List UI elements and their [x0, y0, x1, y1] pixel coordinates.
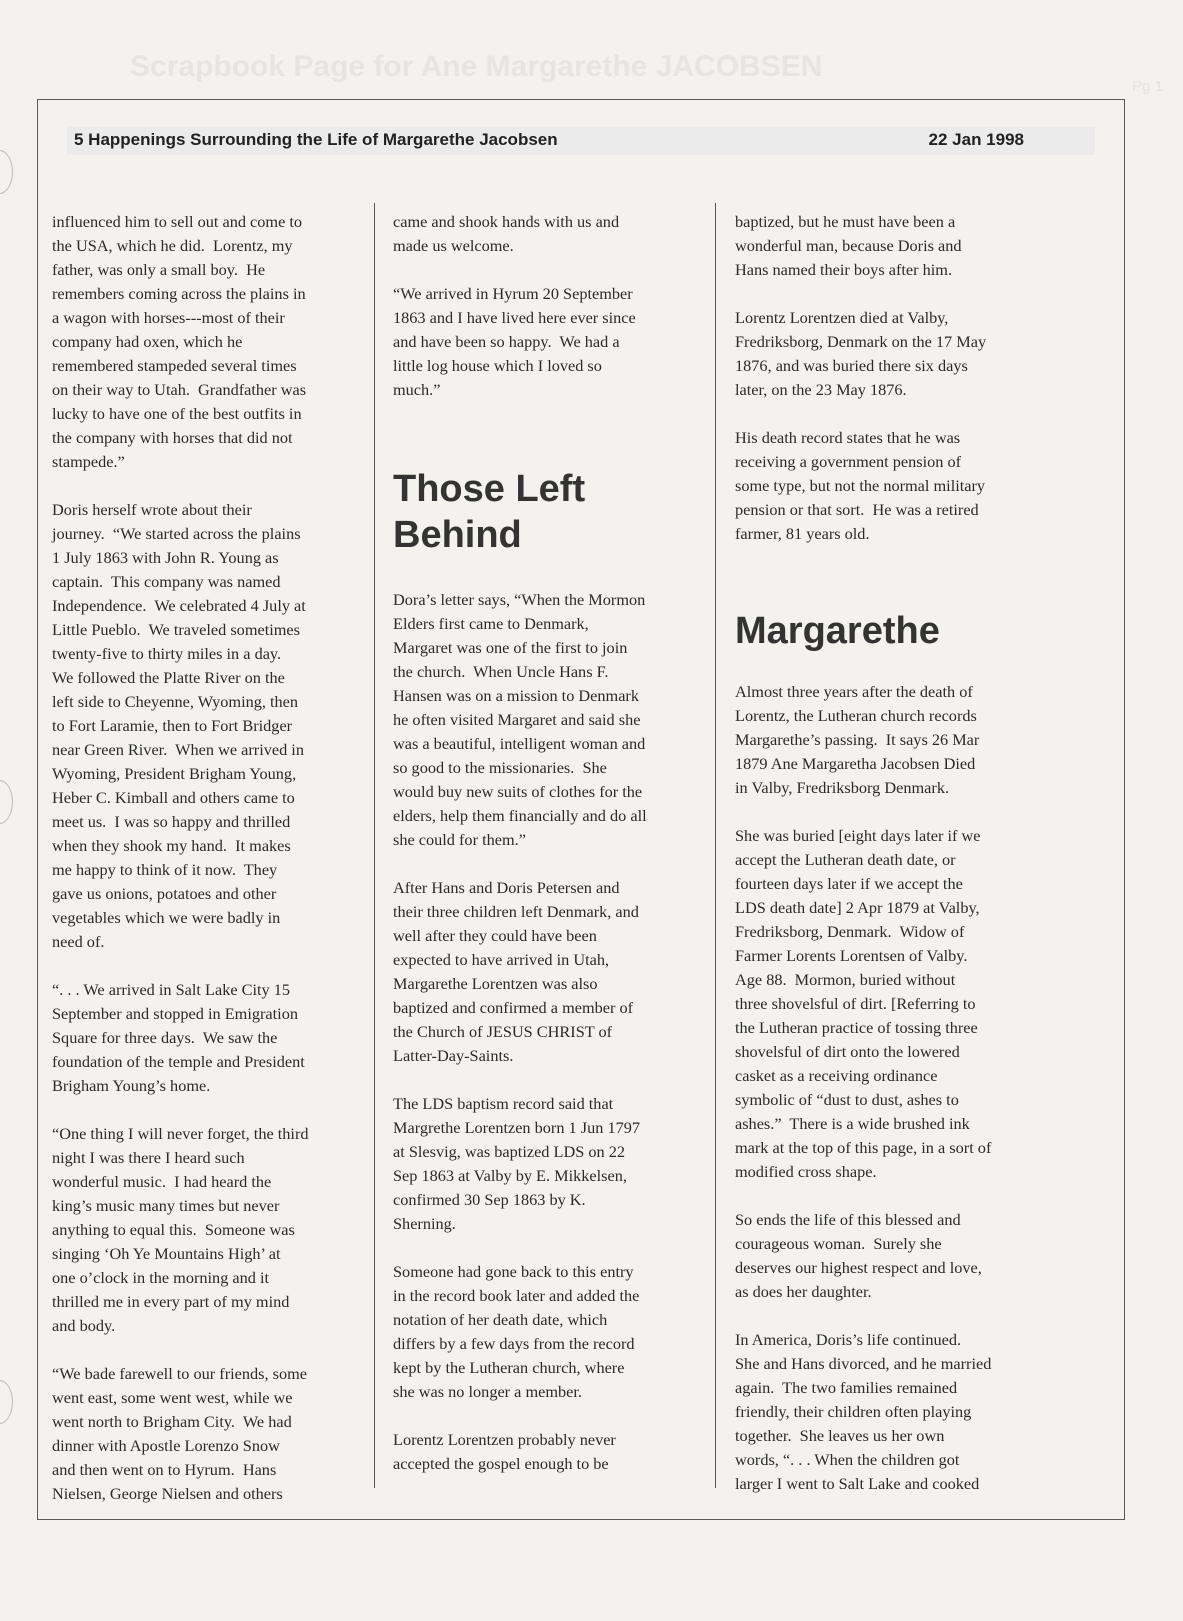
column-divider [715, 203, 716, 1488]
text-line: His death record states that he was [735, 428, 961, 447]
text-line: anything to equal this. Someone was [52, 1220, 295, 1239]
text-line: accepted the gospel enough to be [393, 1454, 609, 1473]
text-line: differs by a few days from the record [393, 1334, 635, 1353]
paragraph [393, 210, 693, 258]
paragraph [735, 1328, 1035, 1496]
text-line: 1879 Ane Margaretha Jacobsen Died [735, 754, 976, 773]
text-line: She was buried [eight days later if we [735, 826, 981, 845]
text-line: Behind [393, 514, 522, 556]
text-line: We followed the Platte River on the [52, 668, 285, 687]
text-line: the USA, which he did. Lorentz, my [52, 236, 293, 255]
text-line: night I was there I heard such [52, 1148, 245, 1167]
column-1 [52, 210, 352, 1530]
text-line: Those Left [393, 468, 586, 510]
text-line: a wagon with horses---most of their [52, 308, 285, 327]
text-line: Fredriksborg, Denmark on the 17 May [735, 332, 987, 351]
text-line: Margaret was one of the first to join [393, 638, 628, 657]
paragraph [735, 210, 1035, 282]
text-line: Fredriksborg, Denmark. Widow of [735, 922, 965, 941]
text-line: baptized and confirmed a member of [393, 998, 634, 1017]
text-line: king’s music many times but never [52, 1196, 280, 1215]
text-line: and have been so happy. We had a [393, 332, 620, 351]
text-line: later, on the 23 May 1876. [735, 380, 907, 399]
text-line: courageous woman. Surely she [735, 1234, 942, 1253]
paragraph [52, 1362, 352, 1506]
text-line: Almost three years after the death of [735, 682, 973, 701]
text-line: Hansen was on a mission to Denmark [393, 686, 639, 705]
text-line: dinner with Apostle Lorenzo Snow [52, 1436, 280, 1455]
text-line: would buy new suits of clothes for the [393, 782, 643, 801]
text-line: expected to have arrived in Utah, [393, 950, 610, 969]
text-line: Margrethe Lorentzen born 1 Jun 1797 [393, 1118, 641, 1137]
paragraph [393, 282, 693, 402]
text-line: went north to Brigham City. We had [52, 1412, 292, 1431]
text-line: modified cross shape. [735, 1162, 877, 1181]
text-line: much.” [393, 380, 441, 399]
text-line: and then went on to Hyrum. Hans [52, 1460, 277, 1479]
text-line: Lorentz Lorentzen probably never [393, 1430, 616, 1449]
text-line: Nielsen, George Nielsen and others [52, 1484, 283, 1503]
text-line: me happy to think of it now. They [52, 860, 278, 879]
text-line: vegetables which we were badly in [52, 908, 281, 927]
text-line: came and shook hands with us and [393, 212, 620, 231]
text-line: confirmed 30 Sep 1863 by K. [393, 1190, 586, 1209]
section-heading-margarethe: Margarethe [735, 610, 940, 652]
text-line: “We arrived in Hyrum 20 September [393, 284, 633, 303]
paragraph [393, 1092, 693, 1236]
column-divider [374, 203, 375, 1488]
text-line: stampede.” [52, 452, 125, 471]
paragraph [393, 1428, 693, 1476]
text-line: on their way to Utah. Grandfather was [52, 380, 307, 399]
text-line: wonderful music. I had heard the [52, 1172, 272, 1191]
text-line: farmer, 81 years old. [735, 524, 870, 543]
text-line: three shovelsful of dirt. [Referring to [735, 994, 976, 1013]
text-line: made us welcome. [393, 236, 514, 255]
text-line: the Lutheran practice of tossing three [735, 1018, 978, 1037]
text-line: the church. When Uncle Hans F. [393, 662, 609, 681]
text-line: Heber C. Kimball and others came to [52, 788, 295, 807]
text-line: she could for them.” [393, 830, 526, 849]
text-line: She and Hans divorced, and he married [735, 1354, 992, 1373]
page-date: 22 Jan 1998 [928, 130, 1024, 149]
text-line: was a beautiful, intelligent woman and [393, 734, 646, 753]
text-line: Little Pueblo. We traveled sometimes [52, 620, 300, 639]
text-line: elders, help them financially and do all [393, 806, 647, 825]
text-line: influenced him to sell out and come to [52, 212, 303, 231]
text-line: twenty-five to thirty miles in a day. [52, 644, 282, 663]
text-line: father, was only a small boy. He [52, 260, 266, 279]
text-line: fourteen days later if we accept the [735, 874, 963, 893]
text-line: wonderful man, because Doris and [735, 236, 962, 255]
text-line: Dora’s letter says, “When the Mormon [393, 590, 646, 609]
text-line: their three children left Denmark, and [393, 902, 639, 921]
scrapbook-ghost-page-label: Pg 1 [1132, 78, 1163, 95]
text-line: Margarethe’s passing. It says 26 Mar [735, 730, 980, 749]
text-line: thrilled me in every part of my mind [52, 1292, 290, 1311]
text-line: receiving a government pension of [735, 452, 962, 471]
text-line: LDS death date] 2 Apr 1879 at Valby, [735, 898, 980, 917]
text-line: little log house which I loved so [393, 356, 602, 375]
text-line: she was no longer a member. [393, 1382, 582, 1401]
text-line: one o’clock in the morning and it [52, 1268, 270, 1287]
text-line: casket as a receiving ordinance [735, 1066, 938, 1085]
text-line: Farmer Lorents Lorentsen of Valby. [735, 946, 968, 965]
text-line: “. . . We arrived in Salt Lake City 15 [52, 980, 291, 999]
text-line: some type, but not the normal military [735, 476, 986, 495]
text-line: remembered stampeded several times [52, 356, 297, 375]
text-line: went east, some went west, while we [52, 1388, 293, 1407]
text-line: company had oxen, which he [52, 332, 243, 351]
text-line: words, “. . . When the children got [735, 1450, 960, 1469]
scrapbook-ghost-title: Scrapbook Page for Ane Margarethe JACOBSEN [130, 50, 823, 83]
text-line: gave us onions, potatoes and other [52, 884, 277, 903]
text-line: Margarethe Lorentzen was also [393, 974, 598, 993]
column-3 [735, 210, 1035, 1520]
text-line: 1 July 1863 with John R. Young as [52, 548, 279, 567]
text-line: Someone had gone back to this entry [393, 1262, 634, 1281]
text-line: baptized, but he must have been a [735, 212, 956, 231]
text-line: Sherning. [393, 1214, 456, 1233]
paragraph [735, 680, 1035, 800]
text-line: accept the Lutheran death date, or [735, 850, 956, 869]
binder-hole [0, 780, 13, 824]
column-2 [393, 210, 693, 1500]
page-title: 5 Happenings Surrounding the Life of Margarethe Jacobsen [74, 130, 558, 149]
text-line: kept by the Lutheran church, where [393, 1358, 625, 1377]
text-line: in Valby, Fredriksborg Denmark. [735, 778, 950, 797]
text-line: together. She leaves us her own [735, 1426, 945, 1445]
text-line: need of. [52, 932, 105, 951]
text-line: Independence. We celebrated 4 July at [52, 596, 306, 615]
text-line: to Fort Laramie, then to Fort Bridger [52, 716, 293, 735]
paragraph [735, 824, 1035, 1184]
text-line: ashes.” There is a wide brushed ink [735, 1114, 970, 1133]
paragraph [393, 1260, 693, 1404]
paragraph [52, 498, 352, 954]
paragraph [52, 210, 352, 474]
paragraph [52, 1122, 352, 1338]
paragraph [52, 978, 352, 1098]
text-line: The LDS baptism record said that [393, 1094, 614, 1113]
text-line: September and stopped in Emigration [52, 1004, 298, 1023]
text-line: deserves our highest respect and love, [735, 1258, 982, 1277]
text-line: captain. This company was named [52, 572, 281, 591]
text-line: friendly, their children often playing [735, 1402, 972, 1421]
text-line: “We bade farewell to our friends, some [52, 1364, 308, 1383]
text-line: journey. “We started across the plains [52, 524, 301, 543]
text-line: again. The two families remained [735, 1378, 958, 1397]
text-line: Latter-Day-Saints. [393, 1046, 514, 1065]
section-heading-those-left-behind [393, 466, 693, 558]
text-line: he often visited Margaret and said she [393, 710, 641, 729]
text-line: Hans named their boys after him. [735, 260, 953, 279]
paragraph [735, 426, 1035, 546]
binder-hole [0, 1380, 13, 1424]
text-line: shovelsful of dirt onto the lowered [735, 1042, 960, 1061]
text-line: foundation of the temple and President [52, 1052, 305, 1071]
text-line: In America, Doris’s life continued. [735, 1330, 962, 1349]
text-line: the Church of JESUS CHRIST of [393, 1022, 613, 1041]
text-line: and body. [52, 1316, 116, 1335]
text-line: So ends the life of this blessed and [735, 1210, 961, 1229]
text-line: symbolic of “dust to dust, ashes to [735, 1090, 959, 1109]
text-line: lucky to have one of the best outfits in [52, 404, 302, 423]
text-line: near Green River. When we arrived in [52, 740, 304, 759]
text-line: Brigham Young’s home. [52, 1076, 211, 1095]
text-line: Elders first came to Denmark, [393, 614, 589, 633]
text-line: Square for three days. We saw the [52, 1028, 278, 1047]
text-line: remembers coming across the plains in [52, 284, 306, 303]
text-line: 1876, and was buried there six days [735, 356, 968, 375]
paragraph [735, 306, 1035, 402]
text-line: Wyoming, President Brigham Young, [52, 764, 297, 783]
text-line: mark at the top of this page, in a sort of [735, 1138, 992, 1157]
text-line: Doris herself wrote about their [52, 500, 252, 519]
text-line: the company with horses that did not [52, 428, 293, 447]
text-line: Age 88. Mormon, buried without [735, 970, 956, 989]
text-line: meet us. I was so happy and thrilled [52, 812, 291, 831]
paragraph [393, 588, 693, 852]
text-line: at Slesvig, was baptized LDS on 22 [393, 1142, 625, 1161]
text-line: larger I went to Salt Lake and cooked [735, 1474, 980, 1493]
text-line: so good to the missionaries. She [393, 758, 607, 777]
binder-hole [0, 150, 13, 194]
text-line: pension or that sort. He was a retired [735, 500, 979, 519]
text-line: notation of her death date, which [393, 1310, 608, 1329]
text-line: Sep 1863 at Valby by E. Mikkelsen, [393, 1166, 627, 1185]
text-line: as does her daughter. [735, 1282, 872, 1301]
text-line: 1863 and I have lived here ever since [393, 308, 636, 327]
paragraph [393, 876, 693, 1068]
text-line: After Hans and Doris Petersen and [393, 878, 620, 897]
text-line: singing ‘Oh Ye Mountains High’ at [52, 1244, 281, 1263]
text-line: “One thing I will never forget, the third [52, 1124, 309, 1143]
paragraph [735, 1208, 1035, 1304]
text-line: in the record book later and added the [393, 1286, 640, 1305]
text-line: well after they could have been [393, 926, 597, 945]
text-line: left side to Cheyenne, Wyoming, then [52, 692, 299, 711]
page-frame [37, 99, 1125, 1520]
text-line: Lorentz, the Lutheran church records [735, 706, 977, 725]
text-line: Lorentz Lorentzen died at Valby, [735, 308, 949, 327]
text-line: when they shook my hand. It makes [52, 836, 291, 855]
